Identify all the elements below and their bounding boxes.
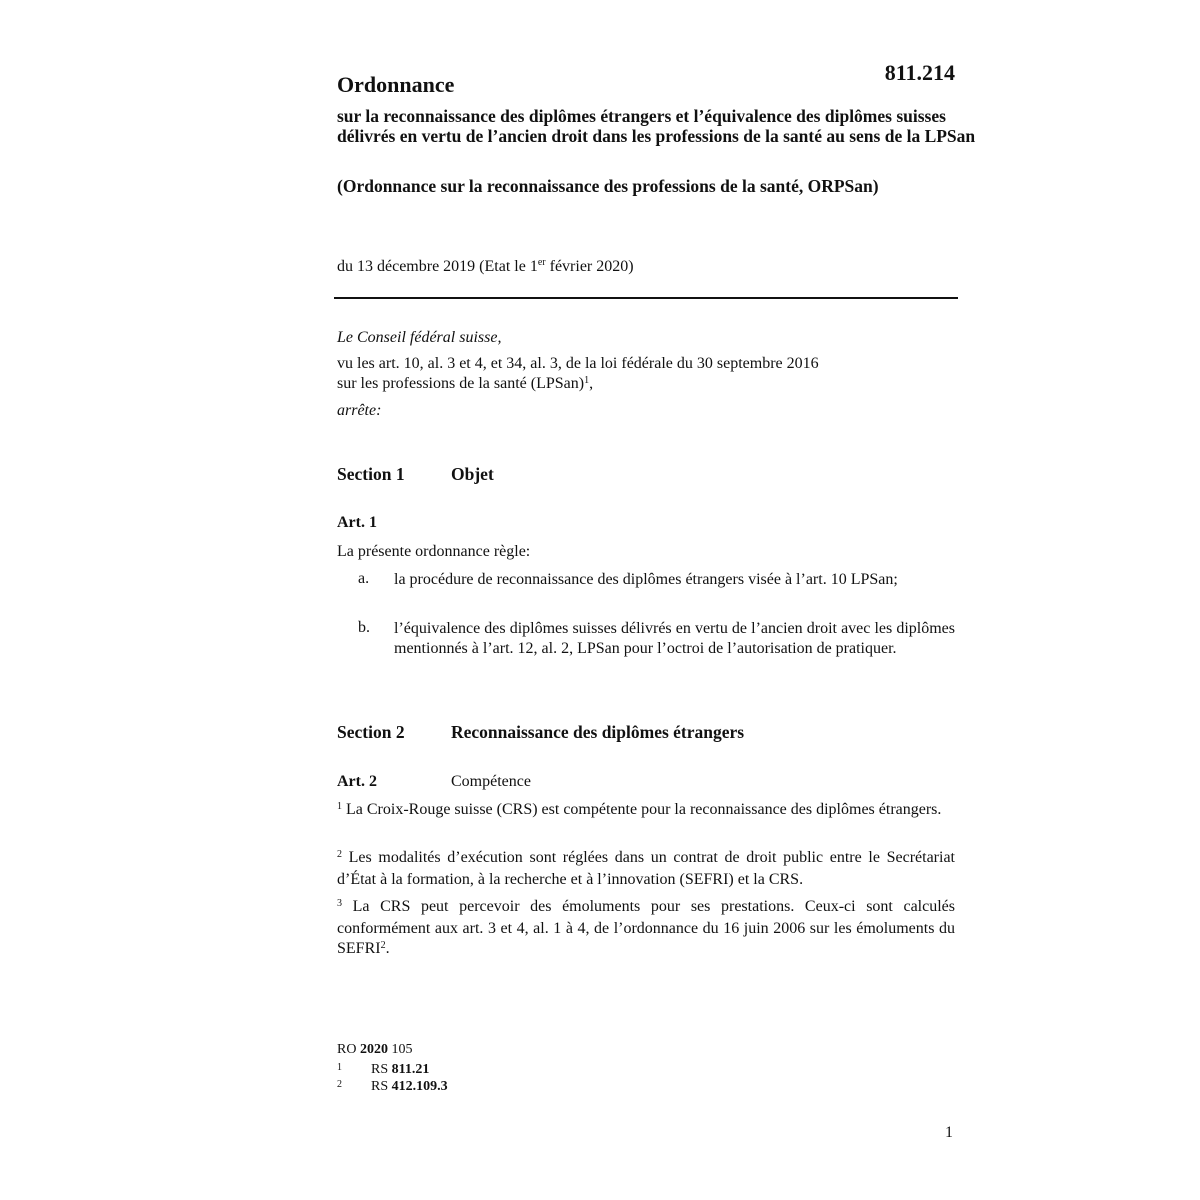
- paragraph-number: 2: [337, 849, 342, 860]
- paragraph-text: La CRS peut percevoir des émoluments pour ses prestations. Ceux-ci sont calculés conformément aux art. 3 et 4, al. 1 à 4, de l’ordonnance du 16 juin 2006 sur les émoluments du SEFRI: [337, 898, 955, 957]
- article-title: Compétence: [451, 773, 531, 790]
- article-1-intro: La présente ordonnance règle:: [337, 543, 531, 560]
- list-item-a-text: la procédure de reconnaissance des diplômes étrangers visée à l’art. 10 LPSan;: [394, 571, 898, 588]
- footnote-prefix: RS: [371, 1079, 392, 1094]
- section-title: Reconnaissance des diplômes étrangers: [451, 722, 745, 742]
- date-prefix: du 13 décembre 2019 (Etat le 1: [337, 258, 538, 275]
- section-number: Section 2: [337, 722, 405, 742]
- paragraph-number: 1: [337, 801, 342, 812]
- document-subtitle: sur la reconnaissance des diplômes étrangers et l’équivalence des diplômes suisses délivrés en vertu de l’ancien droit dans les professions de la santé au sens de la LPSan: [337, 106, 976, 146]
- title-divider: [334, 297, 958, 299]
- paragraph-text: La Croix-Rouge suisse (CRS) est compétente pour la reconnaissance des diplômes étrangers.: [342, 801, 942, 818]
- considering-line-1: vu les art. 10, al. 3 et 4, et 34, al. 3, de la loi fédérale du 30 septembre 2016: [337, 355, 819, 372]
- footnote-2-mark: 2: [337, 1079, 342, 1090]
- ro-prefix: RO: [337, 1042, 360, 1057]
- considering-end: ,: [589, 375, 594, 392]
- paragraph-text: Les modalités d’exécution sont réglées dans un contrat de droit public entre le Secrétariat d’État à la formation, à la recherche et à l’innovation (SEFRI) et la CRS.: [337, 849, 955, 888]
- article-1-heading: [337, 514, 451, 532]
- article-2-paragraph-1: [337, 800, 955, 822]
- section-title: Objet: [451, 464, 494, 484]
- document-date: [337, 258, 634, 276]
- document-number: 811.214: [884, 60, 955, 85]
- footnote-reference: 412.109.3: [391, 1079, 448, 1094]
- paragraph-number: 3: [337, 898, 342, 909]
- footnote-2-text[interactable]: [371, 1079, 448, 1095]
- preamble-authority: Le Conseil fédéral suisse,: [337, 329, 502, 346]
- footnote-prefix: RS: [371, 1062, 392, 1077]
- list-item-b-letter: b.: [358, 619, 370, 636]
- considering-line-2: sur les professions de la santé (LPSan): [337, 375, 585, 392]
- section-number: Section 1: [337, 464, 405, 484]
- paragraph-end: .: [385, 940, 390, 957]
- ro-year: 2020: [359, 1042, 388, 1057]
- footnote-1-text[interactable]: [371, 1062, 429, 1078]
- date-superscript: er: [537, 257, 546, 268]
- article-number: Art. 2: [337, 773, 377, 790]
- footnote-ref-2[interactable]: 2: [380, 940, 386, 951]
- list-item-a-letter: a.: [358, 570, 370, 587]
- article-2-paragraph-3: [337, 897, 955, 961]
- section-2-heading: [337, 722, 744, 743]
- footnote-reference: 811.21: [391, 1062, 430, 1077]
- official-compilation-reference: [337, 1042, 412, 1058]
- preamble-considering: [337, 354, 957, 396]
- article-number: Art. 1: [337, 514, 377, 531]
- article-2-heading: [337, 773, 531, 791]
- footnote-ref-1[interactable]: 1: [584, 375, 590, 386]
- document-title: Ordonnance: [337, 72, 455, 97]
- preamble-decrees: arrête:: [337, 402, 382, 419]
- footnote-1-mark: 1: [337, 1062, 342, 1073]
- section-1-heading: [337, 464, 494, 485]
- page-number: 1: [945, 1124, 953, 1141]
- list-item-b-text: l’équivalence des diplômes suisses délivrés en vertu de l’ancien droit avec les diplômes mentionnés à l’art. 12, al. 2, LPSan pour l’octroi de l’autorisation de pratiquer.: [394, 620, 955, 657]
- ro-page: 105: [387, 1042, 413, 1057]
- article-2-paragraph-2: [337, 848, 955, 890]
- document-short-title: (Ordonnance sur la reconnaissance des professions de la santé, ORPSan): [337, 176, 879, 196]
- date-suffix: février 2020): [545, 258, 634, 275]
